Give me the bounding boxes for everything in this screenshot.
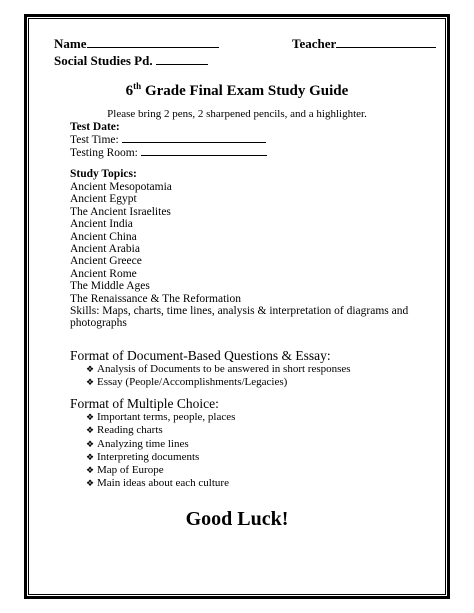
teacher-blank[interactable] bbox=[336, 47, 436, 48]
list-item: Skills: Maps, charts, time lines, analysis & interpretation of diagrams and bbox=[70, 305, 409, 318]
list-item: The Ancient Israelites bbox=[70, 205, 171, 218]
test-time-label: Test Time: bbox=[70, 134, 119, 146]
diamond-bullet-icon: ❖ bbox=[86, 439, 95, 450]
list-item: Ancient Rome bbox=[70, 267, 137, 280]
diamond-bullet-icon: ❖ bbox=[86, 466, 95, 477]
multiple-choice-list bbox=[86, 411, 235, 491]
list-item: ❖ Main ideas about each culture bbox=[86, 477, 229, 490]
diamond-bullet-icon: ❖ bbox=[86, 413, 95, 423]
diamond-bullet-icon: ❖ bbox=[86, 378, 95, 389]
list-item: ❖ Analyzing time lines bbox=[86, 437, 189, 450]
name-blank[interactable] bbox=[87, 47, 219, 48]
multiple-choice-heading: Format of Multiple Choice: bbox=[70, 396, 219, 411]
list-item: Ancient Greece bbox=[70, 255, 142, 268]
list-item: ❖ Important terms, people, places bbox=[86, 411, 236, 423]
testing-room-field bbox=[70, 147, 267, 159]
list-item: Ancient Egypt bbox=[70, 193, 137, 206]
list-item: The Renaissance & The Reformation bbox=[70, 292, 241, 305]
instructions: Please bring 2 pens, 2 sharpened pencils, and a highlighter. bbox=[107, 108, 367, 120]
study-topics-heading: Study Topics: bbox=[70, 168, 137, 180]
teacher-field bbox=[292, 36, 436, 52]
diamond-bullet-icon: ❖ bbox=[86, 479, 95, 490]
list-item: The Middle Ages bbox=[70, 280, 150, 293]
list-item: ❖ Analysis of Documents to be answered in short responses bbox=[86, 363, 351, 375]
list-item: ❖ Interpreting documents bbox=[86, 450, 200, 463]
page-title bbox=[0, 81, 474, 100]
list-item: ❖ Essay (People/Accomplishments/Legacies) bbox=[86, 376, 288, 389]
list-item: ❖ Map of Europe bbox=[86, 464, 164, 477]
list-item: Ancient Mesopotamia bbox=[70, 181, 172, 193]
list-item: Ancient China bbox=[70, 230, 137, 243]
closing-message: Good Luck! bbox=[185, 508, 289, 530]
title-grade-number: 6 bbox=[125, 83, 134, 99]
test-time-blank[interactable] bbox=[122, 142, 266, 143]
list-item: Ancient India bbox=[70, 218, 133, 231]
test-time-field bbox=[70, 134, 266, 146]
period-label: Social Studies Pd. bbox=[54, 53, 153, 68]
diamond-bullet-icon: ❖ bbox=[86, 426, 95, 437]
period-field bbox=[54, 53, 208, 69]
study-topics-list bbox=[70, 181, 408, 330]
name-field bbox=[54, 36, 219, 52]
title-grade-suffix: th bbox=[133, 81, 142, 91]
testing-room-label: Testing Room: bbox=[70, 147, 138, 159]
testing-room-blank[interactable] bbox=[141, 155, 267, 156]
list-item: ❖ Reading charts bbox=[86, 424, 163, 437]
name-label: Name bbox=[54, 36, 87, 51]
list-item: Ancient Arabia bbox=[70, 243, 140, 256]
diamond-bullet-icon: ❖ bbox=[86, 365, 95, 375]
diamond-bullet-icon: ❖ bbox=[86, 452, 95, 463]
title-rest: Grade Final Exam Study Guide bbox=[141, 83, 349, 99]
period-blank[interactable] bbox=[156, 64, 208, 65]
list-item: photographs bbox=[70, 317, 127, 330]
dbq-list bbox=[86, 363, 351, 390]
dbq-heading: Format of Document-Based Questions & Essay: bbox=[70, 348, 331, 363]
test-date-label: Test Date: bbox=[70, 121, 120, 133]
teacher-label: Teacher bbox=[292, 36, 337, 51]
